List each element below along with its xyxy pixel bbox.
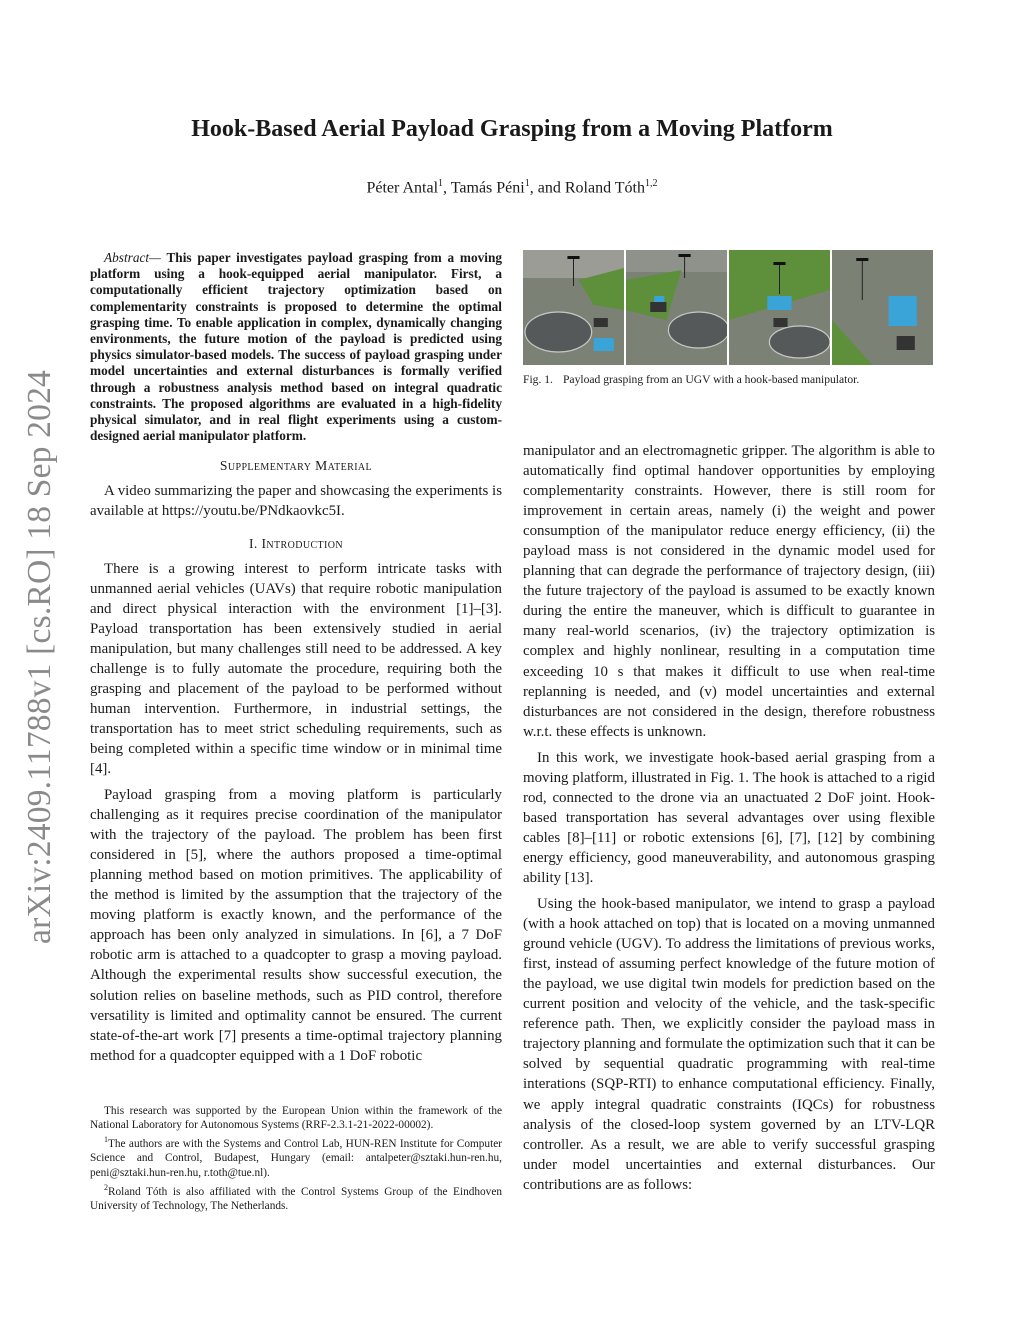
paragraph: There is a growing interest to perform intricate tasks with unmanned aerial vehicles (UAVs) that require robotic manipulation and direct physical interaction with the environment [1]–[3]. Payload transportation has been extensively studied in aerial manipulation, but many challenges still need to be addressed. A key challenge is to fully automate the procedure, requiring both the grasping and placement of the payload to be performed without human intervention. Furthermore, in industrial settings, the transportation has to meet strict scheduling requirements, such as being completed within a specific time window or in minimal time [4]. <box>90 560 502 777</box>
introduction-heading: I. Introduction <box>248 535 344 551</box>
drone-grasp-photo <box>626 250 727 365</box>
right-column <box>523 250 935 1201</box>
author-list: Péter Antal$^1$, Tamás Péni$^1$, and Roland Tóth$^{1,2}$ <box>366 178 658 197</box>
abstract-label: Abstract— <box>104 250 161 265</box>
paragraph: manipulator and an electromagnetic gripper. The algorithm is able to automatically find optimal handover opportunities by employing complementarity constraints. However, there is still room for improvement in certain areas, namely (i) the weight and power consumption of the manipulator reduce energy efficiency, (ii) the payload mass is not considered in the dynamic model used for planning that can degrade the performance of trajectory design, (iii) the future trajectory of the payload is assumed to be exactly known during the entire the maneuver, which is difficult to guarantee in many real-world scenarios, (iv) the trajectory optimization is complex and highly nonlinear, resulting in a computation time exceeding 10 s that makes it difficult to use when real-time replanning is needed, and (v) model uncertainties and external disturbances are not considered in the design, therefore robustness w.r.t. these effects is unknown. <box>523 443 935 740</box>
arxiv-stamp <box>10 352 70 962</box>
footnote: $^1$The authors are with the Systems and Control Lab, HUN-REN Institute for Computer Science and Control, Budapest, Hungary (email: antalpeter@sztaki.hun-ren.hu, peni@sztaki.hun-ren.hu, r.toth@tue.nl). <box>90 1135 502 1179</box>
paragraph: In this work, we investigate hook-based aerial grasping from a moving platform, illustrated in Fig. 1. The hook is attached to a rigid rod, connected to the drone via an unactuated 2 DoF joint. Hook-based transportation has several advantages over using flexible cables [8]–[11] or robotic extensions [6], [7], [12] by combining energy efficiency, good maneuverability, and autonomous grasping ability [13]. <box>523 749 935 886</box>
author-name: Tamás Péni <box>450 179 525 197</box>
author-name: Péter Antal <box>366 179 439 197</box>
paper-title: Hook-Based Aerial Payload Grasping from a Moving Platform <box>191 116 833 142</box>
left-column <box>90 250 502 1072</box>
figure-1 <box>523 250 935 386</box>
figure-label: Fig. 1. <box>523 373 553 386</box>
right-column-text <box>523 441 935 1195</box>
footnote: $^2$Roland Tóth is also affiliated with the Control Systems Group of the Eindhoven University of Technology, The Netherlands. <box>90 1182 502 1212</box>
figure-frame <box>523 250 624 365</box>
figure-frame <box>626 250 727 365</box>
author-affiliation: 1 <box>438 178 444 189</box>
paragraph: Payload grasping from a moving platform is particularly challenging as it requires precise coordination of the manipulator with the trajectory of the payload. The problem has been first considered in [5], where the authors proposed a time-optimal planning method based on motion primitives. The applicability of the method is limited by the assumption that the trajectory of the moving platform is exactly known, and the performance of the approach has been only analyzed in simulations. In [6], a 7 DoF robotic arm is attached to a quadcopter to grasp a moving payload. Although the experimental results show successful execution, the solution relies on baseline methods, such as PID control, therefore versatility is limited and optimality cannot be ensured. The current state-of-the-art work [7] presents a time-optimal trajectory planning method for a quadcopter equipped with a 1 DoF robotic <box>90 787 502 1064</box>
figure-caption <box>523 373 935 386</box>
figure-frame <box>729 250 830 365</box>
author-affiliation: 1,2 <box>645 178 658 189</box>
supplementary-text: A video summarizing the paper and showcasing the experiments is available at https://youtu.be/PNdkaovkc5I. <box>90 483 502 520</box>
figure-image-strip <box>523 250 933 365</box>
abstract-text: This paper investigates payload grasping from a moving platform using a hook-equipped aerial manipulator. First, a computationally efficient trajectory optimization based on complementarity constraints is proposed to determine the optimal grasping time. To enable application in complex, dynamically changing environments, the future motion of the payload is predicted using physics simulator-based models. The success of payload grasping under model uncertainties and external disturbances is formally verified through a robustness analysis method based on integral quadratic constraints. The proposed algorithms are evaluated in a high-fidelity physical simulator, and in real flight experiments using a custom-designed aerial manipulator platform. <box>90 250 502 444</box>
abstract <box>90 250 502 444</box>
paragraph: Using the hook-based manipulator, we intend to grasp a payload (with a hook attached on top) that is located on a moving unmanned ground vehicle (UGV). To address the limitations of previous works, first, instead of assuming perfect knowledge of the future motion of the payload, we use digital twin models for prediction based on the current position and velocity of the vehicle, and the task-specific reference path. Then, we explicitly consider the payload mass in trajectory planning and formulate the optimization such that it can be solved by sequential quadratic programming with real-time interations (SQP-RTI) to enhance computational efficiency. Finally, we apply integral quadratic constraints (IQCs) for robustness analysis of the closed-loop system governed by an LTV-LQR controller. As a result, we are able to verify successful grasping under model uncertainties and external disturbances. Our contributions are as follows: <box>523 896 935 1193</box>
figure-caption-text: Payload grasping from an UGV with a hook-based manipulator. <box>562 373 860 386</box>
drone-approach-photo <box>523 250 624 365</box>
drone-lift-photo <box>729 250 830 365</box>
figure-frame <box>832 250 933 365</box>
footnote: This research was supported by the European Union within the framework of the National Laboratory for Autonomous Systems (RRF-2.3.1-21-2022-00002). <box>90 1105 502 1132</box>
author-affiliation: 1 <box>524 178 530 189</box>
supplementary-heading: Supplementary Material <box>219 458 373 474</box>
arxiv-id: arXiv:2409.11788v1 [cs.RO] 18 Sep 2024 <box>21 370 58 944</box>
author-name: Roland Tóth <box>564 179 645 197</box>
drone-carry-photo <box>832 250 933 365</box>
footnotes <box>90 1104 502 1214</box>
